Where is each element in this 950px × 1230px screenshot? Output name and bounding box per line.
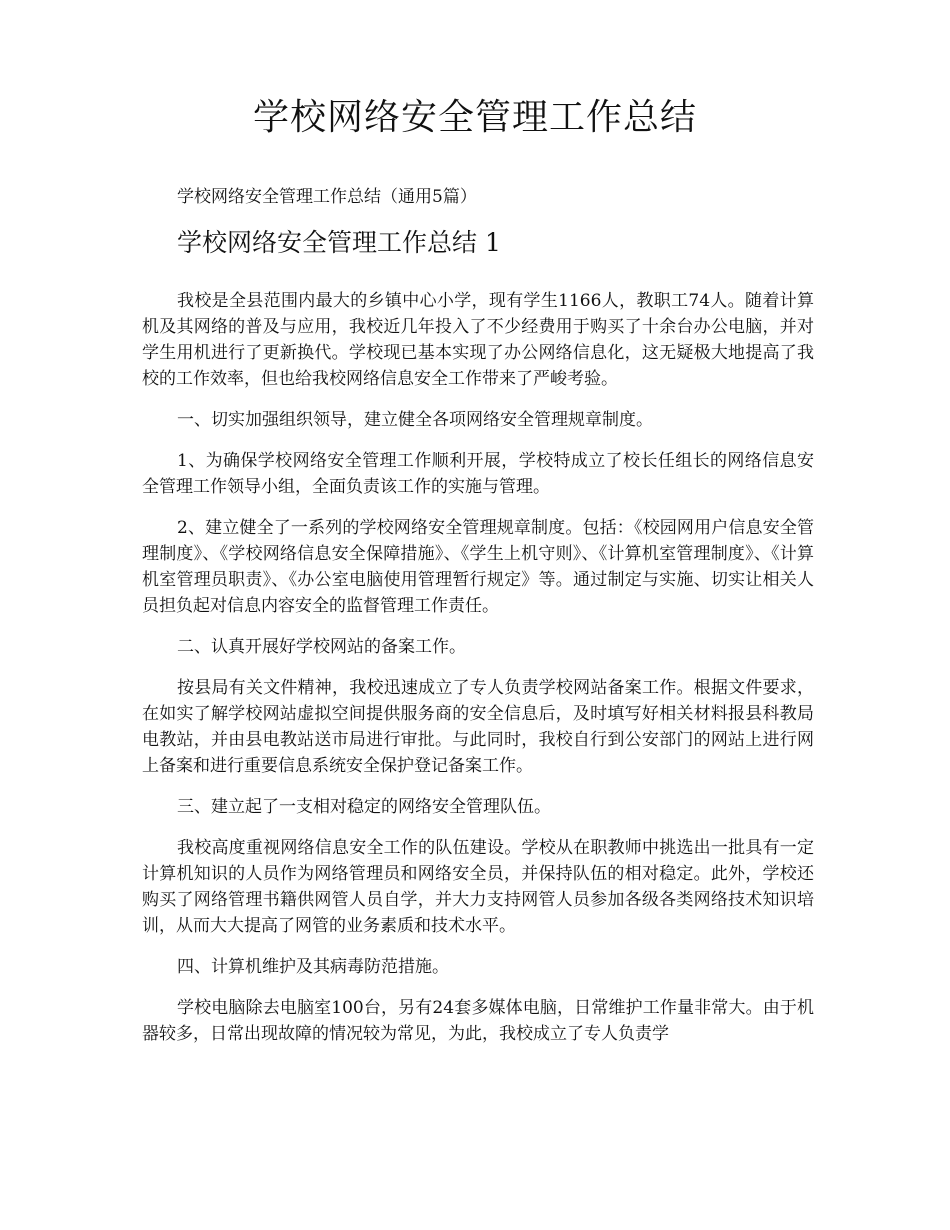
paragraph-item-1: 1、为确保学校网络安全管理工作顺利开展，学校特成立了校长任组长的网络信息安全管理工作领导小组，全面负责该工作的实施与管理。 — [142, 451, 814, 497]
paragraph-intro: 我校是全县范围内最大的乡镇中心小学，现有学生1166人，教职工74人。随着计算机及其网络的普及与应用，我校近几年投入了不少经费用于购买了十余台办公电脑，并对学生用机进行了更新换代。学校现已基本实现了办公网络信息化，这无疑极大地提高了我校的工作效率，但也给我校网络信息安全工作带来了严峻考验。 — [142, 291, 814, 389]
paragraph-part-2: 按县局有关文件精神，我校迅速成立了专人负责学校网站备案工作。根据文件要求，在如实了解学校网站虚拟空间提供服务商的安全信息后，及时填写好相关材料报县科教局电教站，并由县电教站送市局进行审批。与此同时，我校自行到公安部门的网站上进行网上备案和进行重要信息系统安全保护登记备案工作。 — [142, 678, 814, 776]
section-heading: 学校网络安全管理工作总结 1 — [177, 228, 501, 257]
heading-part-1: 一、切实加强组织领导，建立健全各项网络安全管理规章制度。 — [177, 410, 653, 430]
heading-part-4: 四、计算机维护及其病毒防范措施。 — [177, 957, 449, 977]
heading-part-2: 二、认真开展好学校网站的备案工作。 — [177, 637, 466, 657]
heading-part-3: 三、建立起了一支相对稳定的网络安全管理队伍。 — [177, 797, 551, 817]
paragraph-part-4: 学校电脑除去电脑室100台，另有24套多媒体电脑，日常维护工作量非常大。由于机器较多，日常出现故障的情况较为常见，为此，我校成立了专人负责学 — [142, 998, 814, 1044]
paragraph-part-3: 我校高度重视网络信息安全工作的队伍建设。学校从在职教师中挑选出一批具有一定计算机知识的人员作为网络管理员和网络安全员，并保持队伍的相对稳定。此外，学校还购买了网络管理书籍供网管人员自学，并大力支持网管人员参加各级各类网络技术知识培训，从而大大提高了网管的业务素质和技术水平。 — [142, 838, 814, 936]
document-title: 学校网络安全管理工作总结 — [252, 97, 697, 138]
paragraph-item-2: 2、建立健全了一系列的学校网络安全管理规章制度。包括：《校园网用户信息安全管理制度》、《学校网络信息安全保障措施》、《学生上机守则》、《计算机室管理制度》、《计算机室管理员职责》、《办公室电脑使用管理暂行规定》等。通过制定与实施、切实让相关人员担负起对信息内容安全的监督管理工作责任。 — [142, 518, 814, 616]
document-subtitle: 学校网络安全管理工作总结（通用5篇） — [177, 187, 477, 207]
document-body — [142, 288, 814, 1062]
